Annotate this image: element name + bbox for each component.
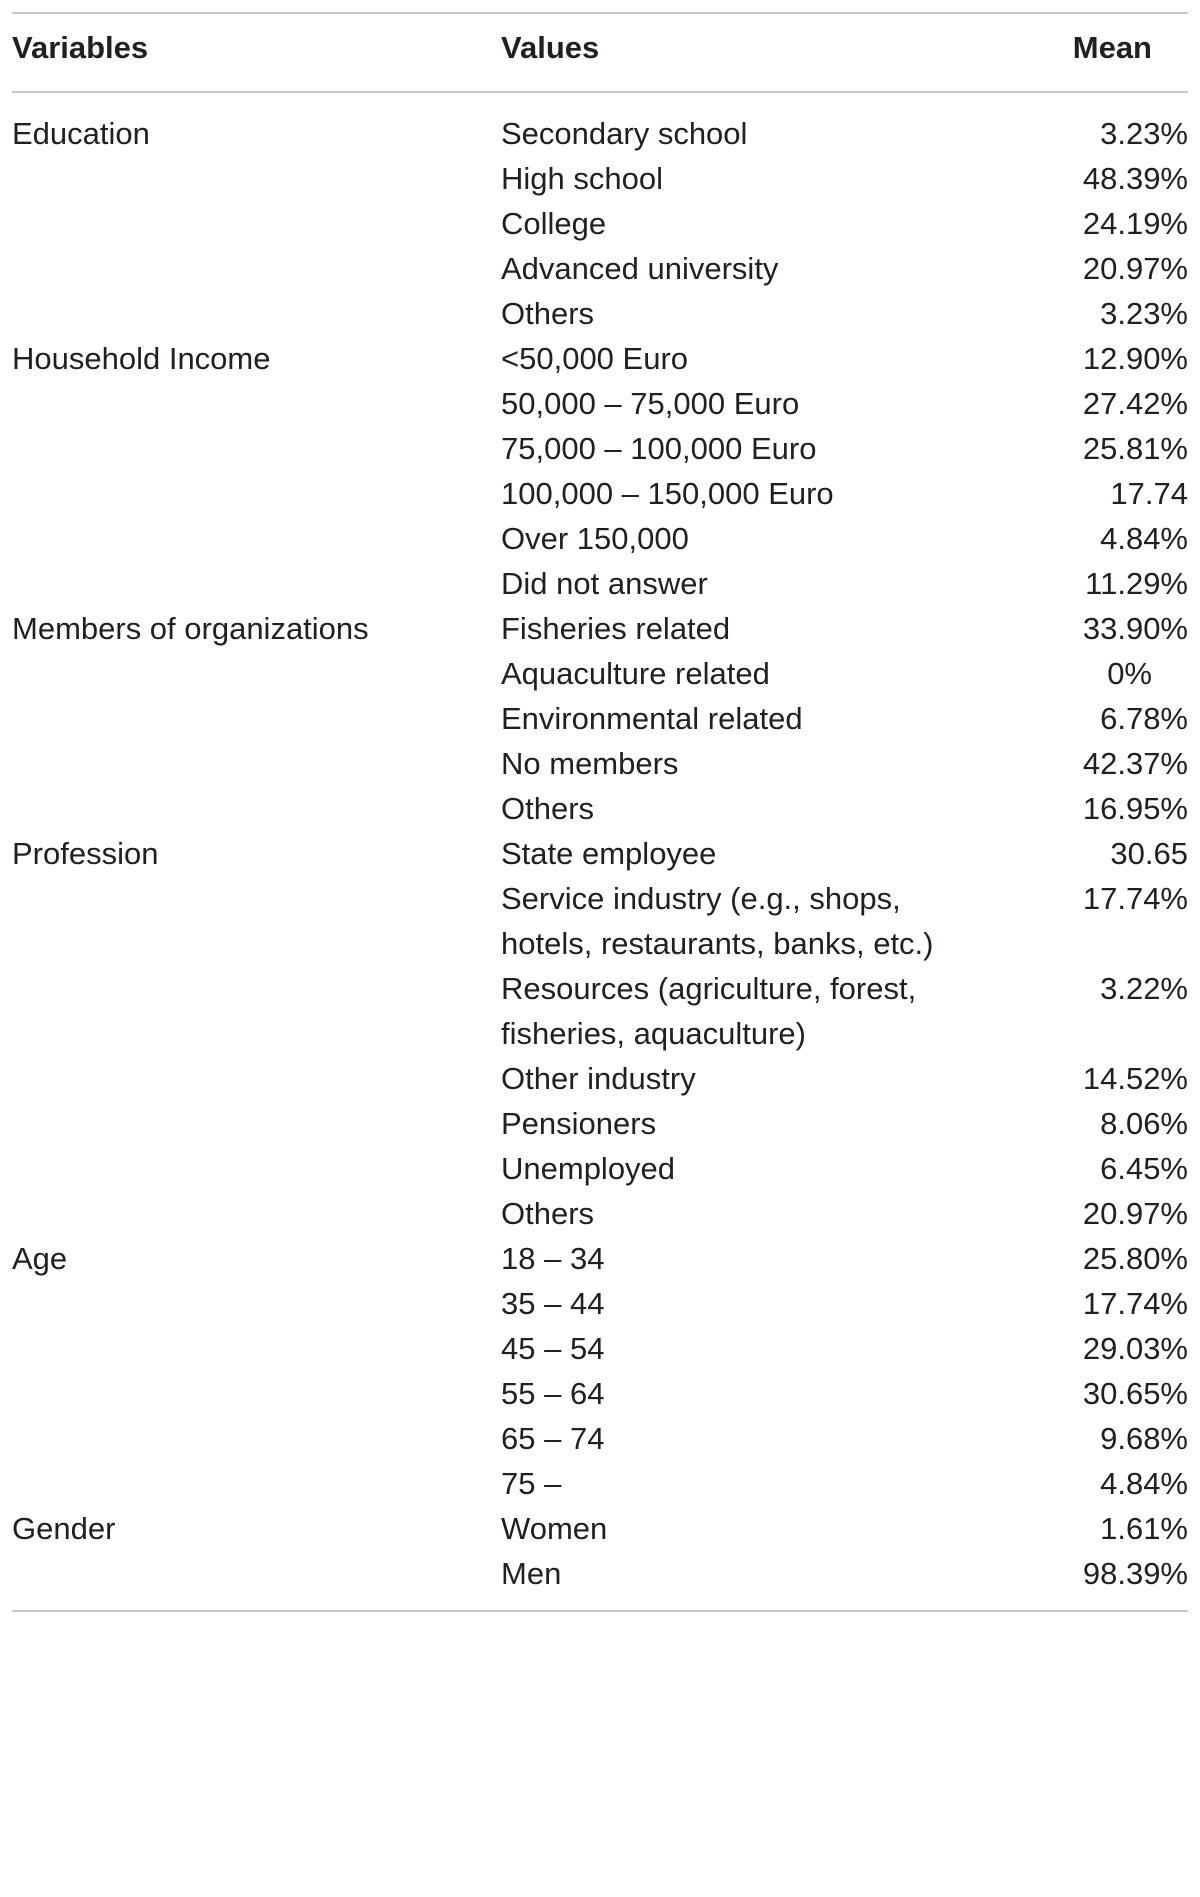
table-row [12,246,1188,291]
table-row [12,1461,1188,1506]
table-row [12,1506,1188,1551]
cell-mean: 6.45% [1100,1151,1188,1186]
table-body [12,111,1188,1596]
cell-value: High school [501,161,663,196]
cell-variable: Age [12,1241,68,1276]
cell-mean: 27.42% [1082,386,1188,421]
table-row [12,1551,1188,1596]
cell-value: Pensioners [501,1106,657,1141]
table-row [12,471,1188,516]
cell-value: 55 – 64 [501,1376,605,1411]
cell-variable: Education [12,116,150,151]
cell-variable: Gender [12,1511,116,1546]
cell-mean: 30.65 [1110,836,1188,871]
cell-value: Did not answer [501,566,708,601]
cell-mean: 29.03% [1082,1331,1188,1366]
cell-mean: 20.97% [1082,251,1188,286]
cell-value: Others [501,791,595,826]
cell-mean: 17.74 [1110,476,1188,511]
cell-value: Resources (agriculture, forest, fisheries, aquaculture) [501,971,917,1051]
table-row [12,1236,1188,1281]
table-row [12,1101,1188,1146]
cell-mean: 3.23% [1100,116,1188,151]
cell-value: 75,000 – 100,000 Euro [501,431,817,466]
table-row [12,201,1188,246]
cell-mean: 9.68% [1100,1421,1188,1456]
table-row [12,966,1188,1056]
cell-value: Unemployed [501,1151,676,1186]
cell-mean: 14.52% [1082,1061,1188,1096]
table-row [12,651,1188,696]
cell-variable: Profession [12,836,159,871]
cell-value: Others [501,1196,595,1231]
cell-value: No members [501,746,679,781]
table-row [12,1056,1188,1101]
table-row [12,156,1188,201]
cell-mean: 12.90% [1082,341,1188,376]
cell-mean: 98.39% [1082,1556,1188,1591]
cell-value: Service industry (e.g., shops, hotels, restaurants, banks, etc.) [501,881,934,961]
table-row [12,1371,1188,1416]
cell-value: Women [501,1511,608,1546]
cell-value: Environmental related [501,701,803,736]
cell-value: Secondary school [501,116,748,151]
table-row [12,1191,1188,1236]
table-row [12,831,1188,876]
header-mean: Mean [1072,30,1152,65]
table-row [12,696,1188,741]
table-row [12,786,1188,831]
cell-mean: 25.81% [1082,431,1188,466]
table-row [12,1416,1188,1461]
cell-value: Men [501,1556,562,1591]
table-row [12,381,1188,426]
cell-mean: 24.19% [1082,206,1188,241]
cell-mean: 17.74% [1082,881,1188,916]
header-values: Values [501,30,600,65]
table-row [12,291,1188,336]
cell-value: College [501,206,607,241]
cell-mean: 1.61% [1100,1511,1188,1546]
cell-value: 45 – 54 [501,1331,605,1366]
table-row [12,741,1188,786]
cell-value: Fisheries related [501,611,731,646]
table-row [12,561,1188,606]
cell-value: Over 150,000 [501,521,689,556]
cell-value: State employee [501,836,717,871]
table-row [12,1146,1188,1191]
header-variables: Variables [12,30,149,65]
cell-value: <50,000 Euro [501,341,689,376]
table-row [12,1281,1188,1326]
cell-value: 100,000 – 150,000 Euro [501,476,834,511]
cell-mean: 42.37% [1082,746,1188,781]
cell-value: 75 – [501,1466,562,1501]
cell-mean: 25.80% [1082,1241,1188,1276]
cell-value: Aquaculture related [501,656,770,691]
cell-mean: 0% [1107,656,1152,691]
cell-mean: 4.84% [1100,521,1188,556]
table-row [12,336,1188,381]
cell-mean: 3.22% [1100,971,1188,1006]
table-row [12,876,1188,966]
cell-value: 35 – 44 [501,1286,605,1321]
cell-mean: 17.74% [1082,1286,1188,1321]
table-row [12,606,1188,651]
table-row [12,1326,1188,1371]
cell-value: 50,000 – 75,000 Euro [501,386,800,421]
cell-mean: 30.65% [1082,1376,1188,1411]
cell-value: 65 – 74 [501,1421,605,1456]
cell-mean: 3.23% [1100,296,1188,331]
table-top-rule [12,12,1188,14]
table-header [12,30,1188,74]
cell-mean: 48.39% [1082,161,1188,196]
cell-mean: 16.95% [1082,791,1188,826]
cell-mean: 6.78% [1100,701,1188,736]
cell-value: Advanced university [501,251,779,286]
table-row [12,426,1188,471]
cell-mean: 4.84% [1100,1466,1188,1501]
table-header-rule [12,91,1188,93]
cell-variable: Household Income [12,341,271,376]
cell-mean: 33.90% [1082,611,1188,646]
cell-mean: 20.97% [1082,1196,1188,1231]
table-row [12,516,1188,561]
cell-value: Other industry [501,1061,696,1096]
cell-variable: Members of organizations [12,611,369,646]
table-row [12,111,1188,156]
cell-value: Others [501,296,595,331]
cell-mean: 11.29% [1085,566,1188,601]
cell-mean: 8.06% [1100,1106,1188,1141]
table-bottom-rule [12,1610,1188,1612]
cell-value: 18 – 34 [501,1241,605,1276]
